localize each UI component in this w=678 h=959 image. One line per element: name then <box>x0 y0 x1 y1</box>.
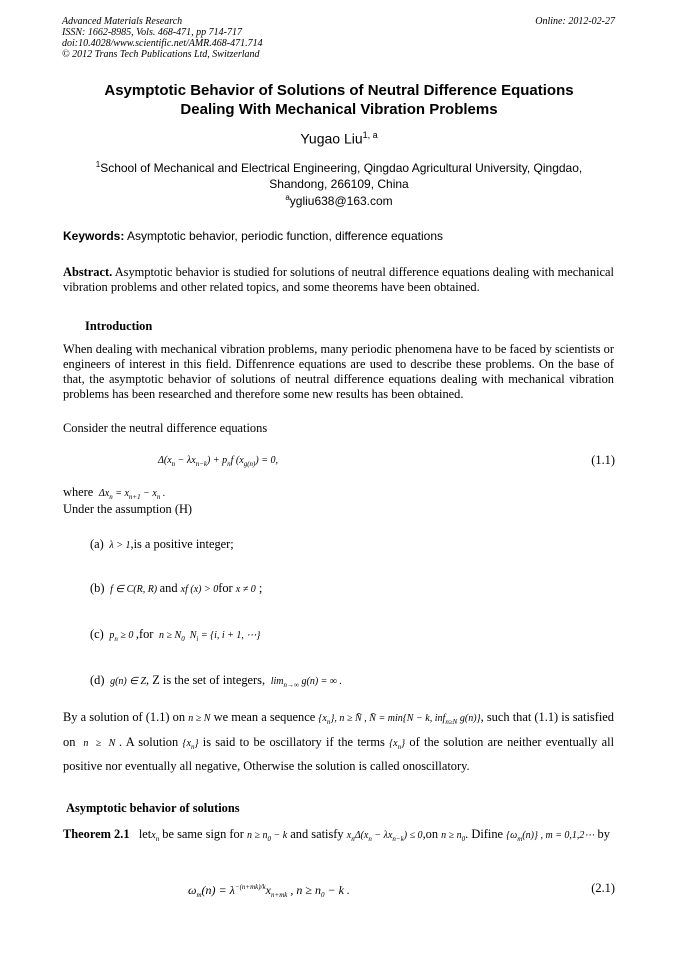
condition-d-math-1: g(n) ∈ Z <box>110 676 147 687</box>
equation-2-1-body: $\omega_m(n) = \lambda^{-(n+mk)/k}x_{n+mk}$ , $n \ge n_0 - k$ . <box>188 883 350 899</box>
solution-math-e: $\{x_n\}$ <box>389 737 406 751</box>
paper-title <box>40 81 638 119</box>
where-text: where <box>63 485 94 499</box>
theorem-math-c: $x_n\Delta(x_n - \lambda x_{n-k}) \le 0$ <box>346 830 423 843</box>
solution-text-e: is said to be oscillatory if the terms <box>202 734 385 749</box>
condition-d-text: , Z is the set of integers, <box>146 673 266 687</box>
intro-consider: Consider the neutral difference equations <box>63 421 268 435</box>
author-sup: 1, a <box>362 130 378 140</box>
issn-line: ISSN: 1662-8985, Vols. 468-471, pp 714-717 <box>62 27 242 38</box>
title-line-2: Dealing With Mechanical Vibration Problems <box>180 101 498 118</box>
solution-text-d: . A solution <box>119 734 179 749</box>
equation-1-1-number: (1.1) <box>591 453 615 467</box>
solution-math-d: $\{x_n\}$ <box>182 737 199 751</box>
keywords-text: Asymptotic behavior, periodic function, difference equations <box>127 229 443 243</box>
solution-text-a: By a solution of (1.1) on <box>63 710 186 724</box>
condition-d <box>90 673 342 693</box>
theorem-label: Theorem 2.1 <box>63 827 130 841</box>
condition-a-math: λ > 1 <box>106 540 131 551</box>
theorem-math-d: $n \ge n_0$ <box>441 830 466 843</box>
theorem-math-a: $x_n$ <box>151 830 160 843</box>
theorem-text-f: by <box>597 827 610 841</box>
section-heading-introduction: Introduction <box>85 319 153 333</box>
solution-math-b: $\{x_n\}$, n ≥ N̄ , N̄ = min{N − k, inf$_{n\ge N}$ g(n)} <box>318 713 481 726</box>
solution-text-f: of the solution are neither eventually all positive nor eventually all negative, Otherwise the solution is called onoscillatory. <box>63 734 615 773</box>
condition-b-math-2: xf (x) > 0 <box>180 584 219 595</box>
theorem-math-b: $n \ge n_0 - k$ <box>246 830 288 843</box>
intro-paragraph: When dealing with mechanical vibration problems, many periodic phenomena have to be faced by scientists or engineers of interest in this field. Diffenrence equations are used to describe these problems. On the base of that, the asymptotic behavior of solutions of neutral difference equations dealing with mechanical vibration problems has been researched and therefore some new results has been obtained. <box>63 342 614 401</box>
theorem-text-e: . Difine <box>465 827 504 841</box>
email-address: ygliu638@163.com <box>289 194 393 208</box>
condition-c-label: (c) <box>90 627 104 641</box>
condition-d-math-2: $\lim_{n\to\infty} g(n)$ = ∞ . <box>268 676 343 689</box>
affiliation <box>70 157 608 192</box>
theorem-math-e: $\{\omega_m(n)\}$ , m = 0,1,2⋯ <box>506 830 595 843</box>
solution-text-b: we mean a sequence <box>213 710 316 724</box>
equation-1-1-body: $\Delta(x_n - \lambda x_{n-k}) + p_nf$ $(x_{g(n)}) = 0$, <box>158 455 278 468</box>
condition-d-label: (d) <box>90 673 105 687</box>
assumption-line: Under the assumption (H) <box>63 502 193 516</box>
condition-a <box>90 537 234 553</box>
keywords <box>63 229 443 243</box>
theorem-text-b: be same sign for <box>162 827 244 841</box>
solution-text-c: , such that (1.1) is satisfied on <box>63 710 614 749</box>
condition-c <box>90 627 260 647</box>
condition-b-math-3: x ≠ 0 <box>235 584 256 595</box>
abstract-label: Abstract. <box>63 265 113 279</box>
condition-b-for: for <box>218 581 233 595</box>
theorem-text-a: let <box>138 827 152 841</box>
condition-c-math-1: $p_n \ge 0$ <box>109 630 136 643</box>
condition-c-for: ,for <box>135 627 154 641</box>
solution-math-c: n ≥ N <box>83 737 116 749</box>
email <box>0 193 678 208</box>
abstract-text: Asymptotic behavior is studied for solutions of neutral difference equations dealing with mechanical vibration problems and other related topics, and some theorems have been obtained. <box>63 265 614 294</box>
keywords-label: Keywords: <box>63 229 125 243</box>
abstract <box>63 265 614 295</box>
condition-a-text: ,is a positive integer; <box>130 537 234 551</box>
condition-a-label: (a) <box>90 537 104 551</box>
journal-name: Advanced Materials Research <box>62 16 183 27</box>
equation-2-1-number: (2.1) <box>591 881 615 895</box>
solution-definition-paragraph <box>63 708 614 777</box>
title-line-1: Asymptotic Behavior of Solutions of Neutral Difference Equations <box>104 82 574 99</box>
condition-b-and: and <box>159 581 178 595</box>
affiliation-text: School of Mechanical and Electrical Engineering, Qingdao Agricultural University, Qingdao, Shandong, 266109, China <box>100 161 583 191</box>
email-sup: a <box>285 193 290 202</box>
solution-math-a: n ≥ N <box>188 713 211 724</box>
author-name: Yugao Liu <box>300 130 363 147</box>
condition-b-label: (b) <box>90 581 105 595</box>
doi-line: doi:10.4028/www.scientific.net/AMR.468-471.714 <box>62 38 263 49</box>
equation-1-1 <box>158 452 278 472</box>
difference-definition: $\Delta x_n = x_{n+1} - x_n$ . <box>96 488 166 501</box>
equation-2-1 <box>188 880 350 903</box>
condition-c-math-2: $n \ge N_0$ $N_i = \{i$, i + 1, ⋯} <box>159 630 261 643</box>
affiliation-sup: 1 <box>95 160 101 169</box>
copyright-line: © 2012 Trans Tech Publications Ltd, Switzerland <box>62 49 260 60</box>
theorem-text-c: and satisfy <box>290 827 344 841</box>
theorem-2-1 <box>63 824 614 849</box>
condition-b: (b) f ∈ C(R, R) and xf (x) > 0for x ≠ 0 ; <box>90 581 263 595</box>
author <box>0 130 678 147</box>
online-date: Online: 2012-02-27 <box>535 16 615 27</box>
condition-b-math-1: f ∈ C(R, R) <box>110 584 160 595</box>
theorem-text-d: ,on <box>422 827 439 841</box>
section-heading-asymptotic: Asymptotic behavior of solutions <box>66 801 240 815</box>
journal-header <box>62 16 263 60</box>
